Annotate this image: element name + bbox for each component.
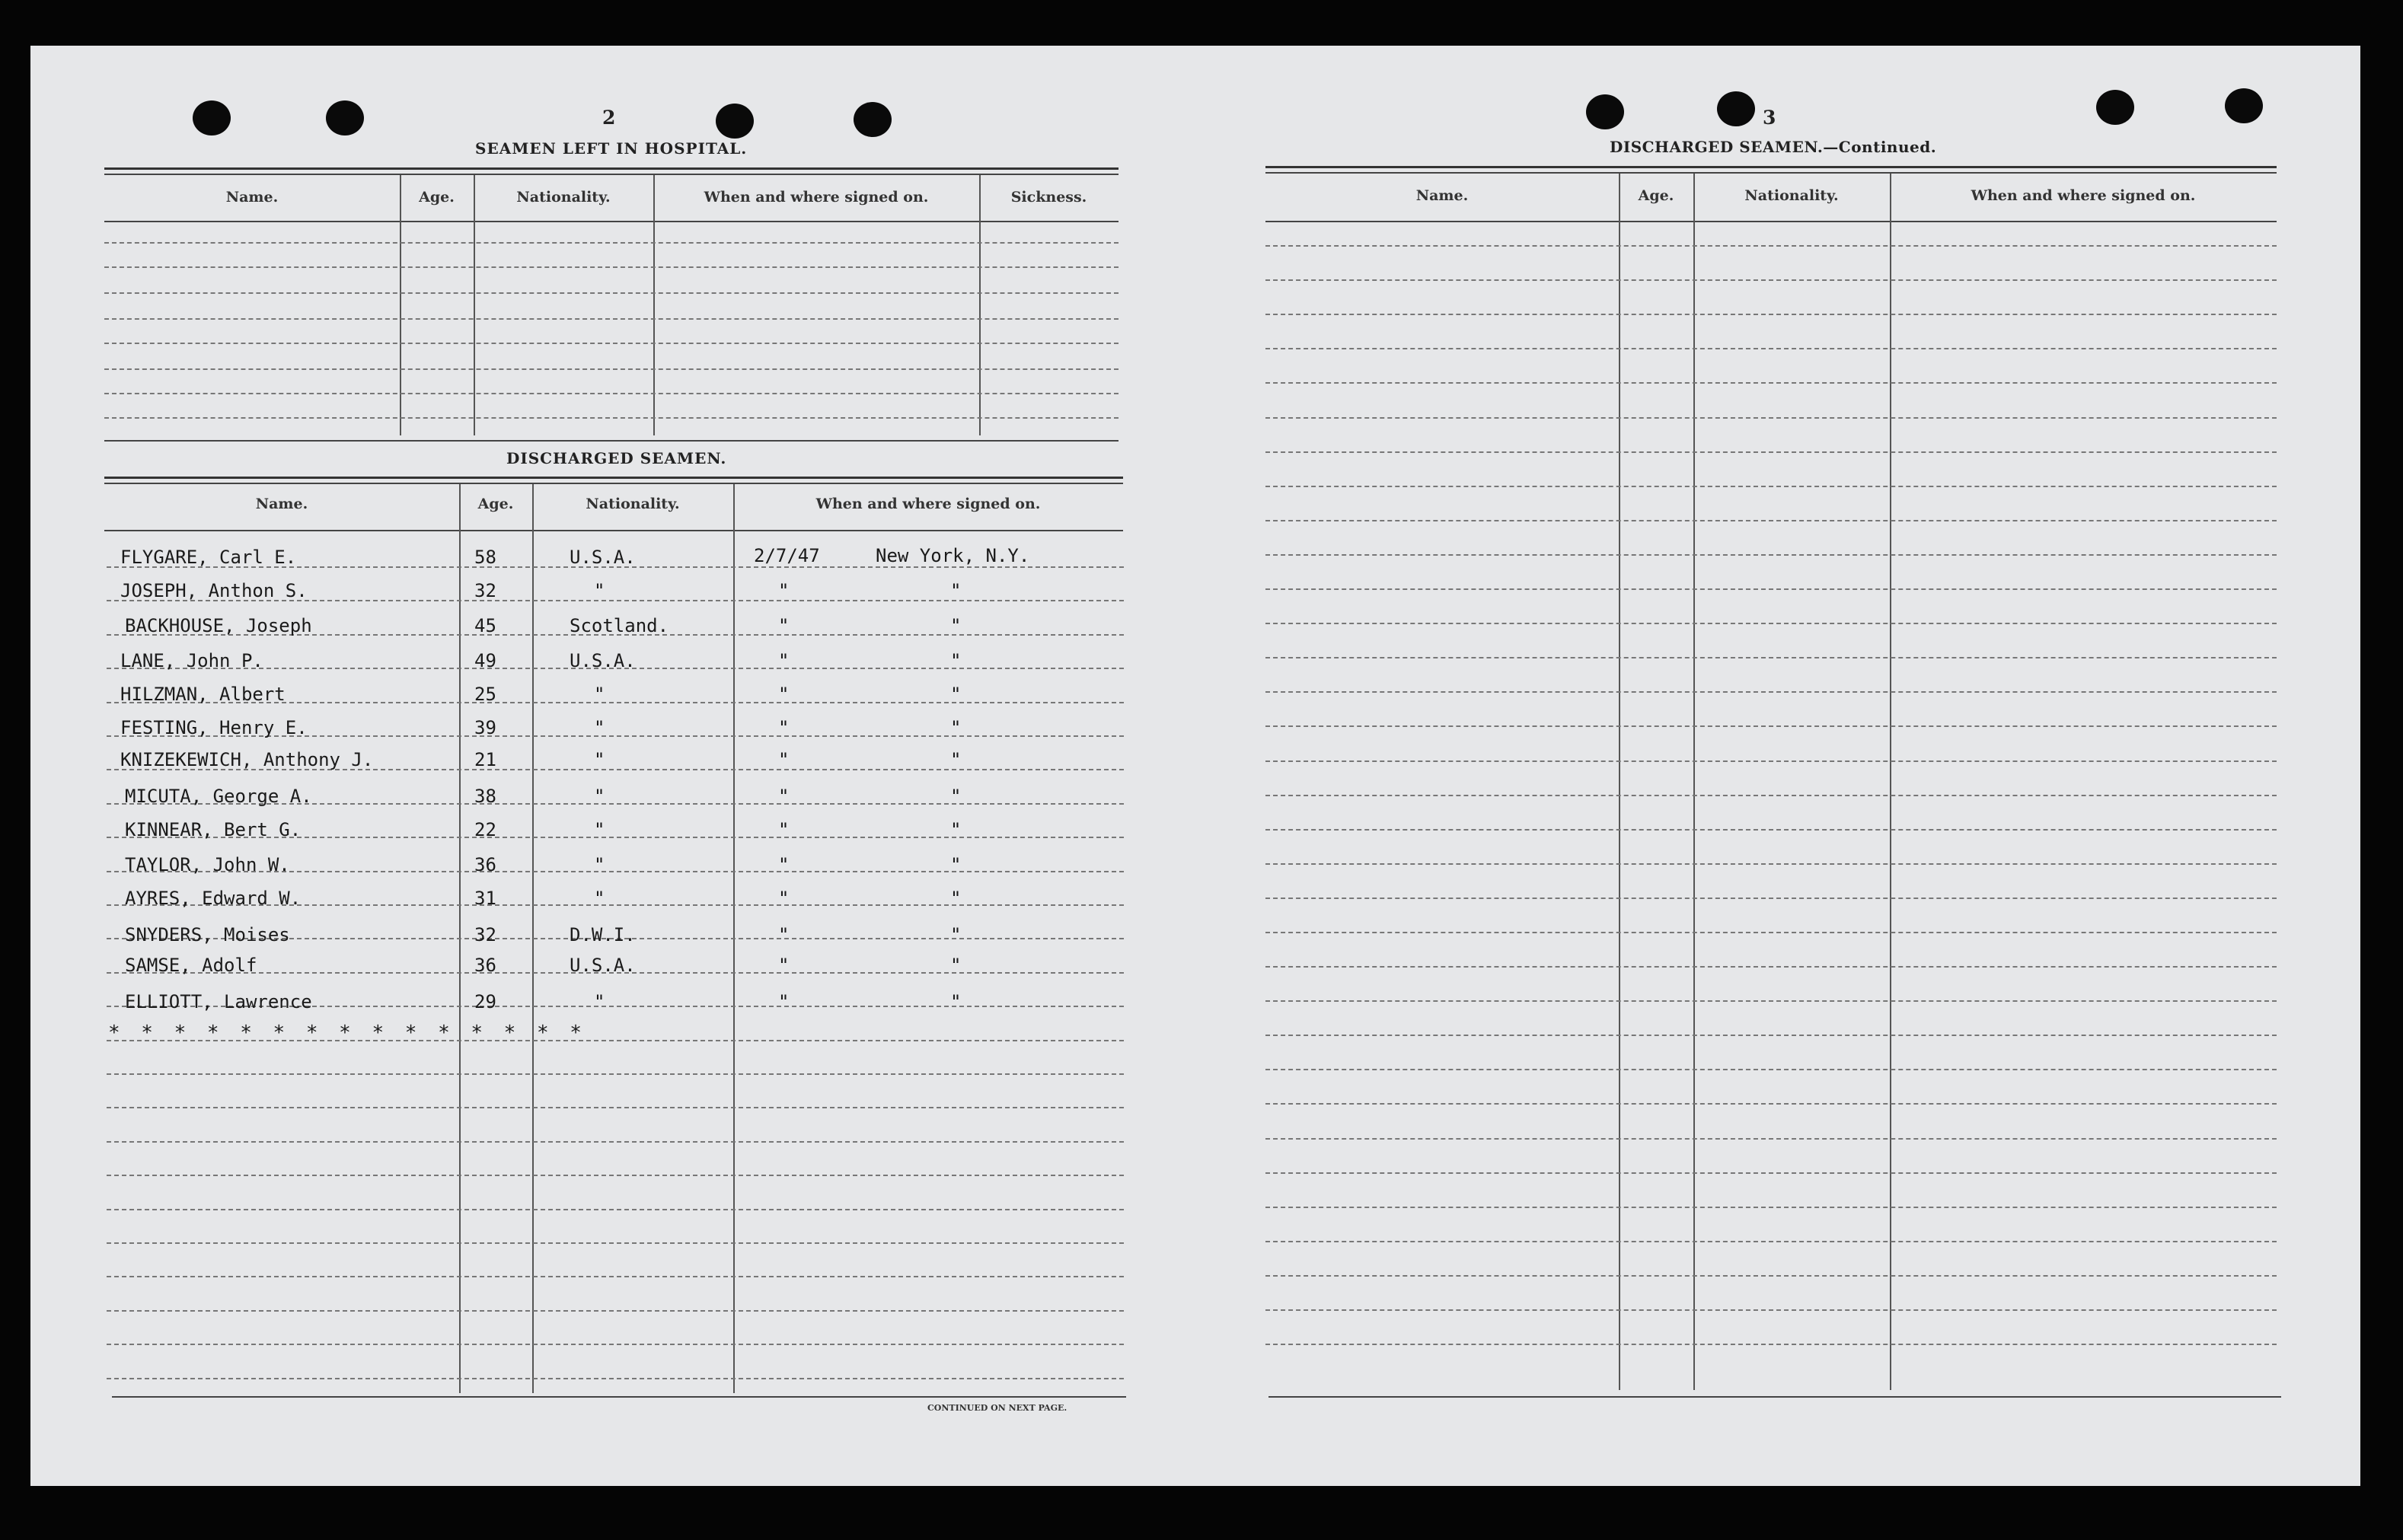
seaman-nationality: "	[594, 854, 605, 875]
hospital-col-age: Age.	[419, 189, 455, 206]
ruled-line	[107, 1175, 1124, 1176]
ruled-line	[107, 1141, 1124, 1143]
seaman-age: 36	[474, 955, 496, 976]
seaman-nationality: "	[594, 991, 605, 1012]
right-col-signed-on: When and where signed on.	[1971, 187, 2196, 204]
hospital-header-rule	[104, 221, 1119, 222]
discharged-col-signed-on: When and where signed on.	[815, 496, 1041, 512]
hospital-col-nationality: Nationality.	[516, 189, 611, 206]
signed-on-date: "	[778, 991, 790, 1012]
punch-hole	[193, 100, 231, 136]
ruled-line	[1265, 1309, 2277, 1311]
signed-on-place: "	[950, 854, 962, 875]
seaman-name: SAMSE, Adolf	[125, 955, 257, 976]
seaman-name: TAYLOR, John W.	[125, 854, 290, 875]
signed-on-place: "	[950, 684, 962, 705]
punch-hole	[2225, 88, 2263, 123]
ruled-line	[107, 1242, 1124, 1244]
seaman-name: JOSEPH, Anthon S.	[120, 580, 308, 601]
signed-on-place: "	[950, 615, 962, 636]
right-col-nationality: Nationality.	[1744, 187, 1839, 204]
discharged-col-age: Age.	[477, 496, 514, 512]
left-bottom-rule	[112, 1396, 1126, 1398]
seaman-age: 36	[474, 854, 496, 875]
seaman-name: SNYDERS, Moises	[125, 924, 290, 945]
ruled-line	[1265, 348, 2277, 349]
punch-hole	[716, 104, 754, 139]
punch-hole	[1717, 91, 1755, 126]
seaman-age: 32	[474, 924, 496, 945]
signed-on-date: "	[778, 854, 790, 875]
ruled-line	[1265, 657, 2277, 658]
ruled-line	[107, 1276, 1124, 1277]
seaman-name: ELLIOTT, Lawrence	[125, 991, 312, 1012]
seaman-age: 32	[474, 580, 496, 601]
signed-on-place: "	[950, 955, 962, 976]
seaman-age: 29	[474, 991, 496, 1012]
seaman-nationality: "	[594, 749, 605, 770]
ruled-line	[1265, 623, 2277, 624]
signed-on-place: New York, N.Y.	[876, 545, 1030, 566]
seaman-nationality: D.W.I.	[570, 924, 636, 945]
ruled-line	[1265, 486, 2277, 487]
seaman-name: LANE, John P.	[120, 650, 263, 671]
seaman-nationality: U.S.A.	[570, 547, 636, 568]
ruled-line	[1265, 451, 2277, 453]
right-top-rule	[1265, 166, 2277, 168]
signed-on-place: "	[950, 991, 962, 1012]
signed-on-place: "	[950, 888, 962, 909]
signed-on-date: "	[778, 924, 790, 945]
ruled-line	[1265, 245, 2277, 247]
ruled-line	[1265, 898, 2277, 899]
right-header-rule	[1265, 221, 2277, 222]
hospital-col-sickness: Sickness.	[1010, 189, 1087, 206]
ruled-line	[1265, 966, 2277, 968]
ruled-line	[107, 1378, 1124, 1379]
ruled-line	[107, 1209, 1124, 1210]
seaman-name: FLYGARE, Carl E.	[120, 547, 297, 568]
signed-on-date: "	[778, 819, 790, 840]
hospital-col-signed-on: When and where signed on.	[704, 189, 929, 206]
seaman-age: 58	[474, 547, 496, 568]
ruled-line	[1265, 1035, 2277, 1036]
right-page-number: 3	[1763, 107, 1776, 129]
ruled-line	[1265, 1138, 2277, 1140]
ruled-line	[1265, 1000, 2277, 1002]
seaman-age: 31	[474, 888, 496, 909]
signed-on-place: "	[950, 819, 962, 840]
signed-on-date: 2/7/47	[754, 545, 820, 566]
seaman-nationality: "	[594, 819, 605, 840]
signed-on-place: "	[950, 717, 962, 738]
ruled-line	[1265, 1103, 2277, 1105]
ruled-line	[1265, 760, 2277, 762]
signed-on-place: "	[950, 650, 962, 671]
seaman-nationality: "	[594, 888, 605, 909]
seaman-age: 38	[474, 786, 496, 807]
ruled-line	[1265, 314, 2277, 315]
ruled-line	[107, 1107, 1124, 1108]
seaman-age: 39	[474, 717, 496, 738]
ruled-line	[107, 1073, 1124, 1075]
ruled-line	[1265, 554, 2277, 556]
seaman-name: FESTING, Henry E.	[120, 717, 308, 738]
ruled-line	[1265, 279, 2277, 281]
punch-hole	[326, 100, 364, 136]
seaman-name: AYRES, Edward W.	[125, 888, 302, 909]
ruled-line	[107, 1344, 1124, 1345]
ruled-line	[1265, 1069, 2277, 1070]
signed-on-place: "	[950, 580, 962, 601]
seaman-name: MICUTA, George A.	[125, 786, 312, 807]
signed-on-date: "	[778, 786, 790, 807]
right-bottom-rule	[1269, 1396, 2281, 1398]
ruled-line	[1265, 1344, 2277, 1345]
ruled-line	[1265, 863, 2277, 865]
seaman-name: KINNEAR, Bert G.	[125, 819, 302, 840]
seaman-nationality: U.S.A.	[570, 650, 636, 671]
seaman-nationality: "	[594, 684, 605, 705]
ruled-line	[1265, 1275, 2277, 1277]
signed-on-date: "	[778, 615, 790, 636]
ruled-line	[1265, 932, 2277, 933]
right-section-title: DISCHARGED SEAMEN.—Continued.	[1610, 138, 1937, 156]
ruled-line	[1265, 829, 2277, 831]
signed-on-date: "	[778, 580, 790, 601]
seaman-nationality: "	[594, 717, 605, 738]
ruled-line	[1265, 520, 2277, 521]
ruled-line	[1265, 1241, 2277, 1242]
discharged-col-name: Name.	[255, 496, 308, 512]
signed-on-date: "	[778, 955, 790, 976]
seaman-age: 25	[474, 684, 496, 705]
discharged-header-rule	[104, 530, 1123, 531]
seaman-name: BACKHOUSE, Joseph	[125, 615, 312, 636]
continued-footer: CONTINUED ON NEXT PAGE.	[927, 1403, 1067, 1413]
right-col-age: Age.	[1638, 187, 1674, 204]
ruled-line	[1265, 588, 2277, 590]
ruled-line	[1265, 417, 2277, 419]
ruled-line	[1265, 1172, 2277, 1174]
seaman-age: 22	[474, 819, 496, 840]
seaman-name: HILZMAN, Albert	[120, 684, 286, 705]
signed-on-date: "	[778, 650, 790, 671]
document-sheet	[30, 46, 2360, 1486]
right-col-name: Name.	[1415, 187, 1469, 204]
punch-hole	[2096, 90, 2134, 125]
discharged-col-nationality: Nationality.	[586, 496, 680, 512]
ruled-line	[1265, 795, 2277, 796]
left-page-number: 2	[602, 107, 616, 129]
discharged-section-title: DISCHARGED SEAMEN.	[506, 449, 727, 467]
ruled-line	[1265, 725, 2277, 727]
signed-on-date: "	[778, 717, 790, 738]
seaman-nationality: "	[594, 580, 605, 601]
signed-on-place: "	[950, 749, 962, 770]
seaman-age: 45	[474, 615, 496, 636]
ruled-line	[1265, 691, 2277, 693]
seaman-name: KNIZEKEWICH, Anthony J.	[120, 749, 374, 770]
ruled-line	[107, 1310, 1124, 1312]
discharged-top-rule	[104, 477, 1123, 479]
signed-on-date: "	[778, 749, 790, 770]
end-of-list-asterisks: * * * * * * * * * * * * * * *	[108, 1022, 586, 1044]
signed-on-date: "	[778, 888, 790, 909]
punch-hole	[854, 102, 892, 137]
seaman-nationality: U.S.A.	[570, 955, 636, 976]
ruled-line	[1265, 382, 2277, 384]
punch-hole	[1586, 94, 1624, 129]
signed-on-place: "	[950, 786, 962, 807]
seaman-nationality: "	[594, 786, 605, 807]
seaman-age: 21	[474, 749, 496, 770]
seaman-nationality: Scotland.	[570, 615, 669, 636]
hospital-col-name: Name.	[225, 189, 279, 206]
ruled-line	[1265, 1207, 2277, 1208]
hospital-top-rule	[104, 167, 1119, 170]
signed-on-place: "	[950, 924, 962, 945]
hospital-section-title: SEAMEN LEFT IN HOSPITAL.	[475, 139, 748, 158]
signed-on-date: "	[778, 684, 790, 705]
seaman-age: 49	[474, 650, 496, 671]
